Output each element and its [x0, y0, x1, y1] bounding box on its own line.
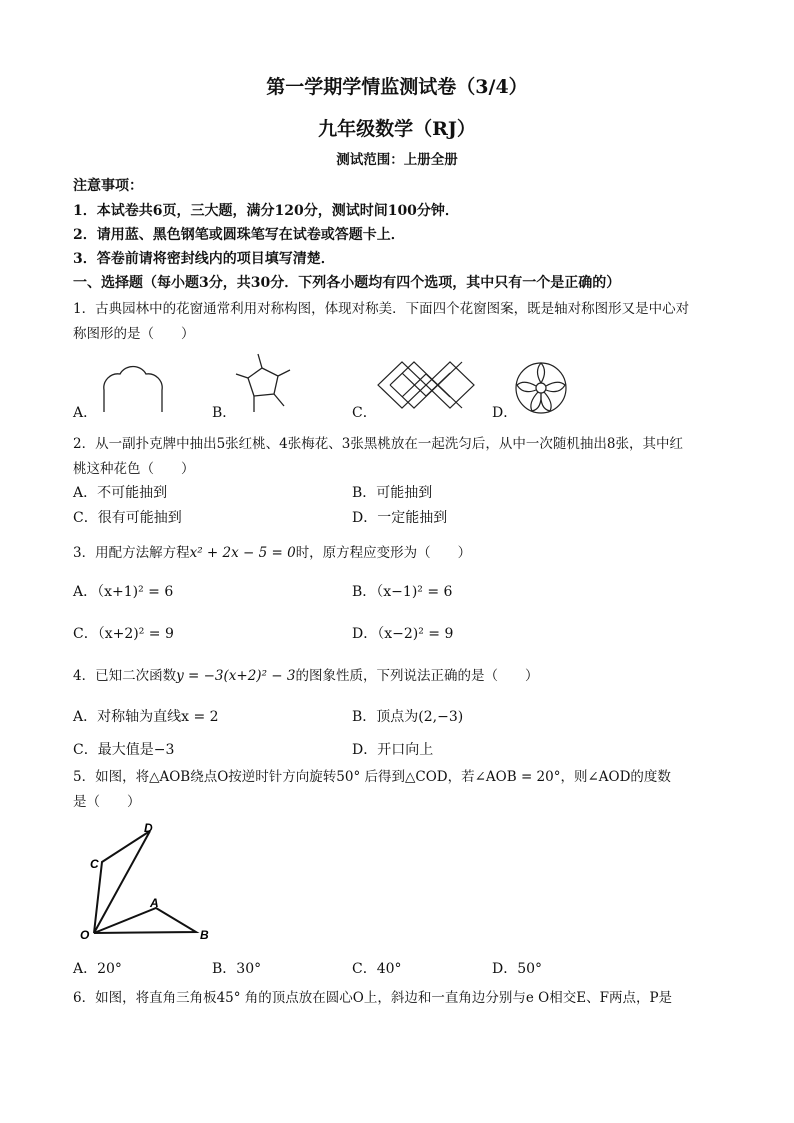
- q5-rotation-figure: [78, 818, 218, 946]
- exam-scope: 测试范围：上册全册: [336, 152, 458, 168]
- q1-label-c: C．: [352, 405, 377, 421]
- note-item-1: 1．本试卷共6页，三大题，满分120分，测试时间100分钟．: [73, 203, 459, 219]
- section1-heading: 一、选择题（每小题3分，共30分．下列各小题均有四个选项，其中只有一个是正确的）: [73, 275, 621, 291]
- window-pattern-a: [98, 360, 168, 414]
- q3-stem-post: 时，原方程应变形为（ ）: [295, 545, 472, 561]
- q4-function: y = −3(x+2)² − 3: [176, 668, 296, 684]
- q1-label-b: B．: [212, 405, 237, 421]
- q5-option-c: C．40°: [352, 961, 402, 977]
- q4-option-c: C．最大值是−3: [73, 742, 175, 758]
- q3-option-b: B．（x−1)² = 6: [352, 584, 453, 600]
- exam-subtitle: 九年级数学（RJ）: [318, 118, 476, 140]
- q2-option-b: B．可能抽到: [352, 485, 433, 501]
- notes-heading: 注意事项：: [73, 178, 143, 194]
- q2-stem-line2: 桃这种花色（ ）: [73, 461, 195, 477]
- note-item-3: 3．答卷前请将密封线内的项目填写清楚．: [73, 251, 335, 267]
- q5-option-d: D．50°: [492, 961, 543, 977]
- q5-option-b: B．30°: [212, 961, 262, 977]
- q2-option-c: C．很有可能抽到: [73, 510, 182, 526]
- q5-stem-line1: 5．如图，将△AOB绕点O按逆时针方向旋转50° 后得到△COD，若∠AOB = 20°，则∠AOD的度数: [73, 769, 671, 785]
- q1-stem-line1: 1．古典园林中的花窗通常利用对称构图，体现对称美．下面四个花窗图案，既是轴对称图形又是中心对: [73, 301, 690, 317]
- q3-stem-pre: 3．用配方法解方程: [73, 545, 190, 561]
- q5-stem-line2: 是（ ）: [73, 794, 141, 810]
- q4-option-b: B．顶点为(2,−3): [352, 709, 464, 725]
- fig-label-c: C: [90, 857, 99, 871]
- q1-label-d: D．: [492, 405, 518, 421]
- window-pattern-c: [376, 360, 476, 410]
- q6-stem-line1: 6．如图，将直角三角板45° 角的顶点放在圆心O上，斜边和一直角边分别与e O相交E、F两点，P是: [73, 990, 673, 1006]
- q3-option-d: D．（x−2)² = 9: [352, 626, 454, 642]
- q4-option-d: D．开口向上: [352, 742, 434, 758]
- fig-label-a: A: [150, 896, 159, 910]
- q3-option-a: A．（x+1)² = 6: [73, 584, 174, 600]
- q3-stem: [73, 541, 471, 561]
- q3-option-c: C．（x+2)² = 9: [73, 626, 174, 642]
- q5-option-a: A．20°: [73, 961, 122, 977]
- q4-stem-pre: 4．已知二次函数: [73, 668, 177, 684]
- q2-stem-line1: 2．从一副扑克牌中抽出5张红桃、4张梅花、3张黑桃放在一起洗匀后，从中一次随机抽出8张，其中红: [73, 436, 683, 452]
- q4-stem: [73, 664, 538, 684]
- window-pattern-d: [514, 361, 568, 415]
- q3-equation: x² + 2x − 5 = 0: [189, 545, 296, 561]
- fig-label-o: O: [80, 928, 90, 942]
- window-pattern-b: [232, 352, 292, 416]
- q4-option-a: A．对称轴为直线x = 2: [73, 709, 219, 725]
- q1-stem-line2: 称图形的是（ ）: [73, 326, 195, 342]
- fig-label-b: B: [200, 928, 209, 942]
- note-item-2: 2．请用蓝、黑色钢笔或圆珠笔写在试卷或答题卡上．: [73, 227, 405, 243]
- q2-option-d: D．一定能抽到: [352, 510, 448, 526]
- q1-label-a: A．: [73, 405, 98, 421]
- q2-option-a: A．不可能抽到: [73, 485, 168, 501]
- exam-title: 第一学期学情监测试卷（3/4）: [266, 76, 528, 98]
- fig-label-d: D: [144, 821, 153, 835]
- q4-stem-post: 的图象性质，下列说法正确的是（ ）: [295, 668, 539, 684]
